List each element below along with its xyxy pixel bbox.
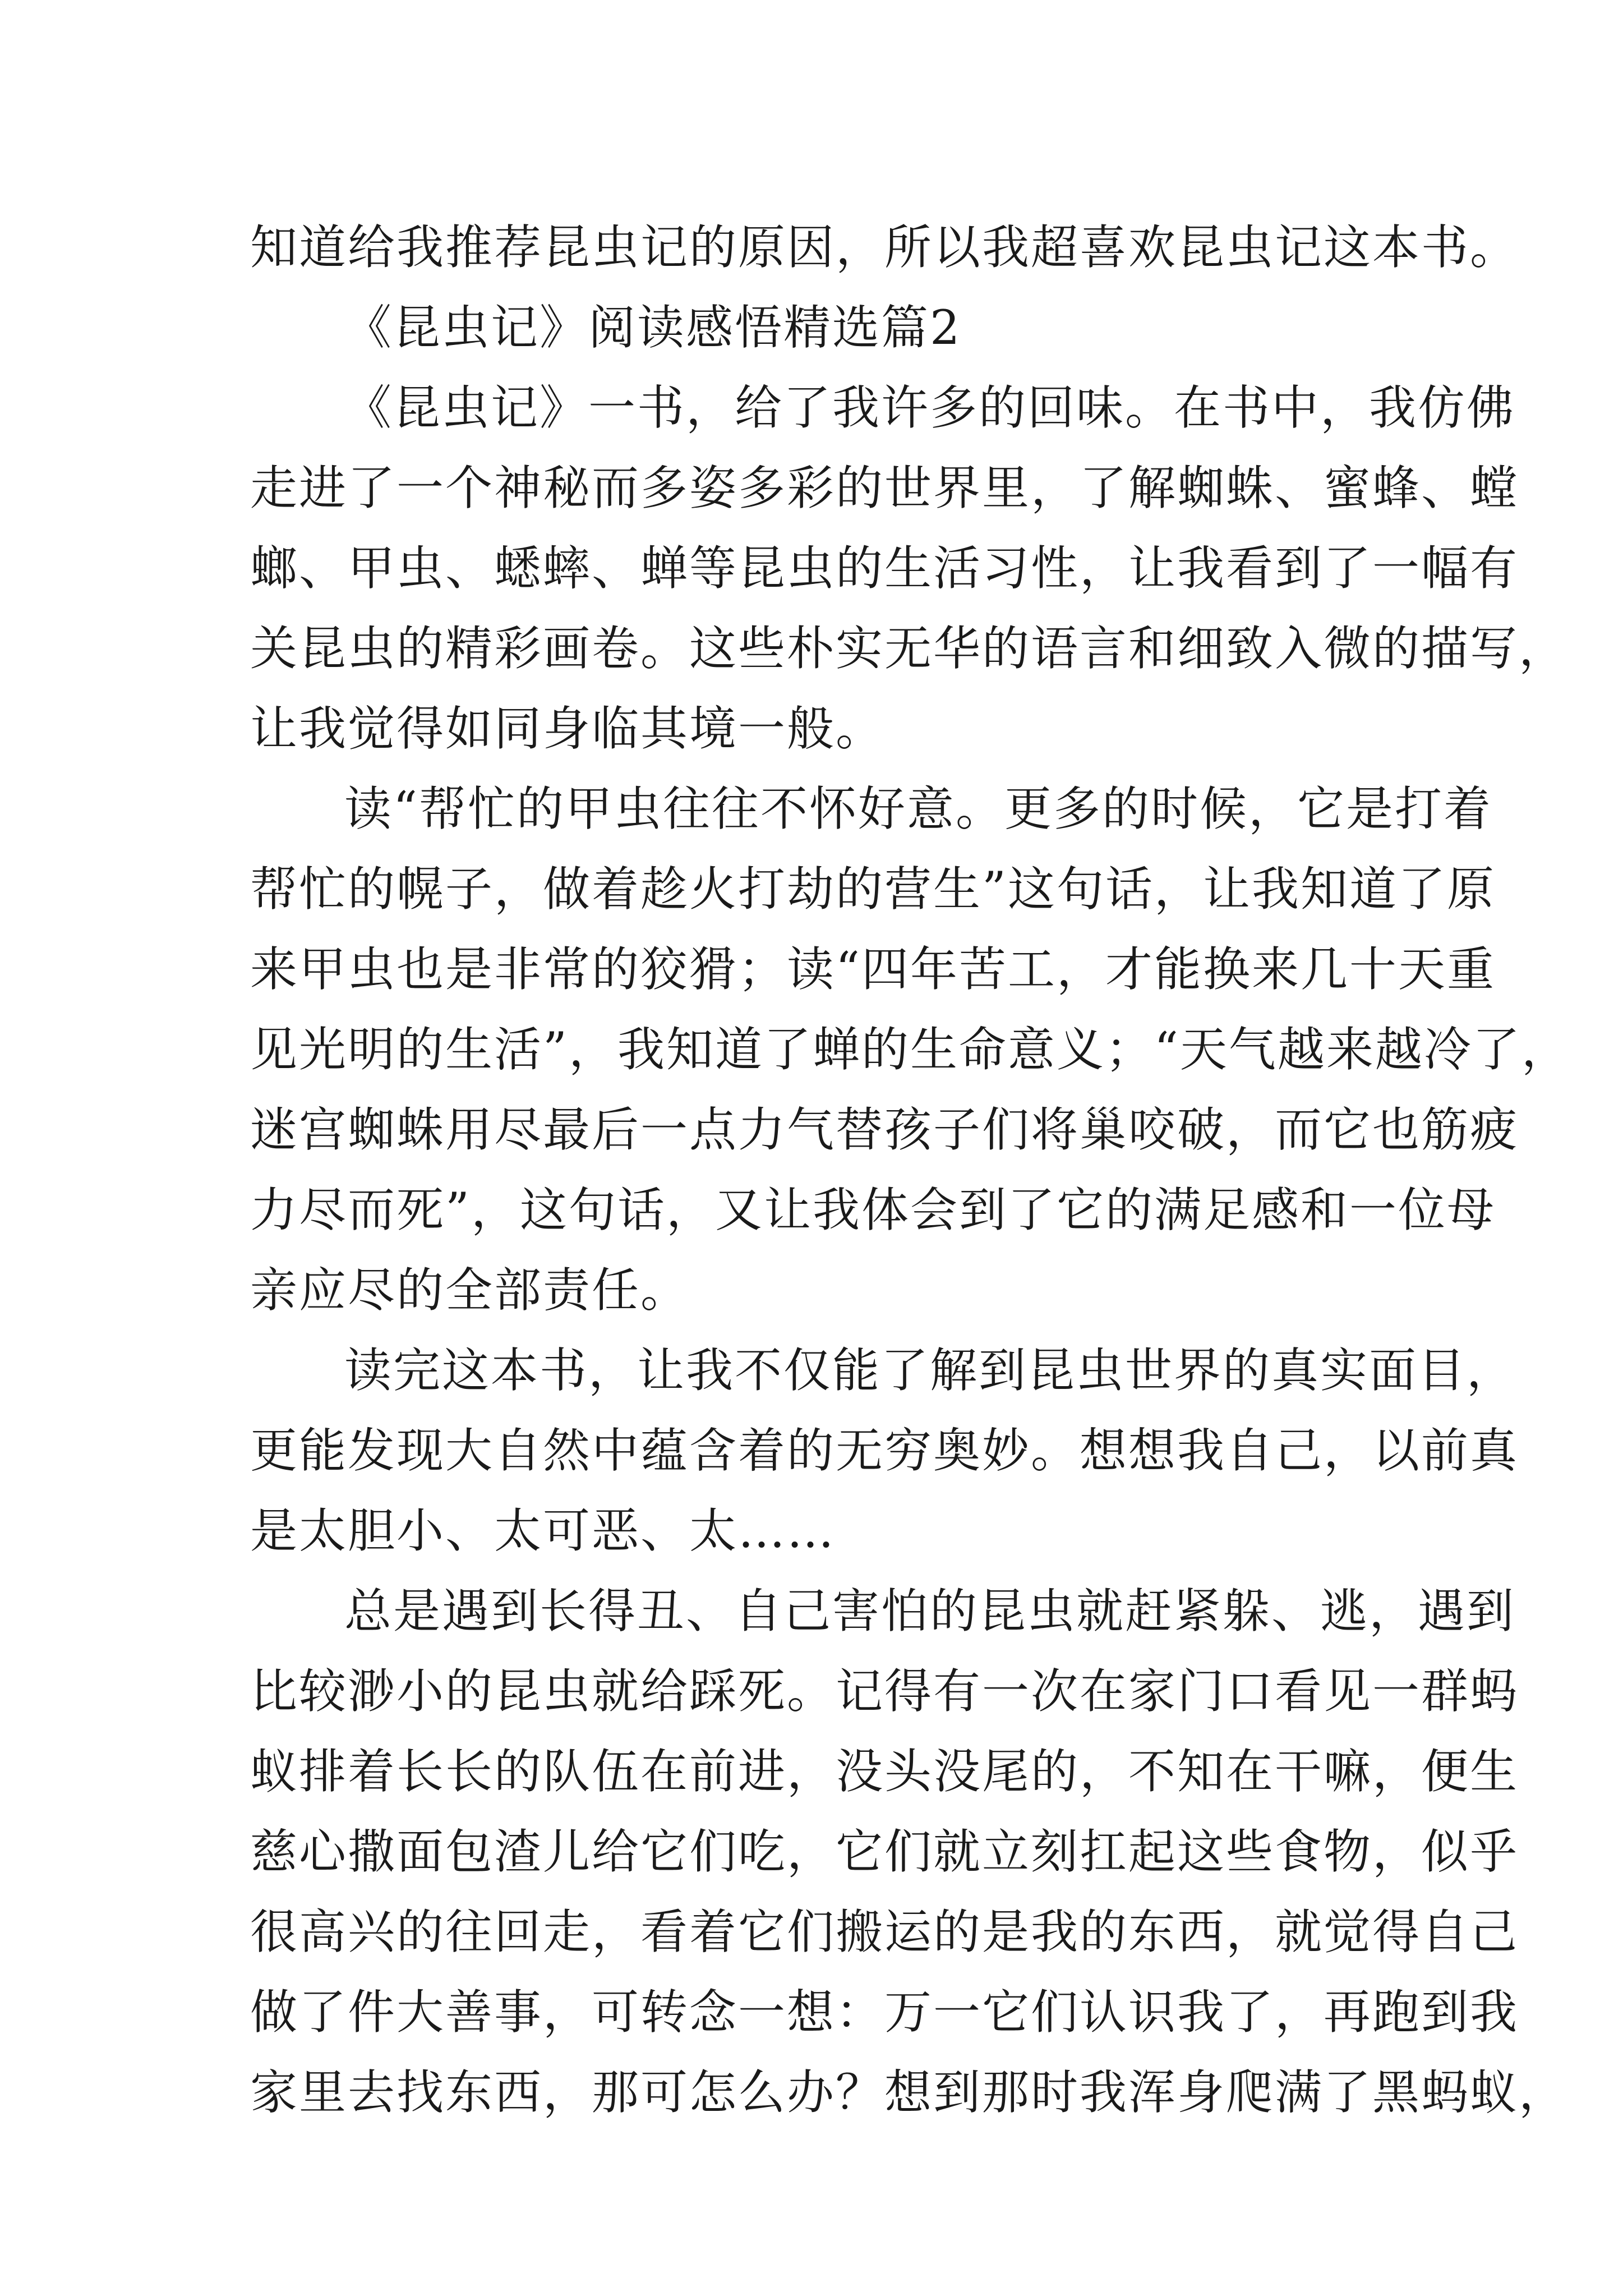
- text-line: 迷宫蜘蛛用尽最后一点力气替孩子们将巢咬破，而它也筋疲: [250, 1102, 1519, 1157]
- text-line: 走进了一个神秘而多姿多彩的世界里，了解蜘蛛、蜜蜂、螳: [250, 461, 1519, 516]
- text-line: 关昆虫的精彩画卷。这些朴实无华的语言和细致入微的描写，: [250, 621, 1568, 676]
- text-line: 比较渺小的昆虫就给踩死。记得有一次在家门口看见一群蚂: [250, 1664, 1519, 1719]
- text-line: 读完这本书，让我不仅能了解到昆虫世界的真实面目，: [344, 1343, 1516, 1398]
- text-line: 家里去找东西，那可怎么办？想到那时我浑身爬满了黑蚂蚁，: [250, 2065, 1568, 2120]
- text-line: 蚁排着长长的队伍在前进，没头没尾的，不知在干嘛，便生: [250, 1744, 1519, 1799]
- text-line: 是太胆小、太可恶、太……: [250, 1503, 836, 1558]
- text-line: 力尽而死”，这句话，又让我体会到了它的满足感和一位母: [250, 1182, 1496, 1237]
- section-heading: 《昆虫记》阅读感悟精选篇2: [344, 300, 962, 355]
- text-line: 做了件大善事，可转念一想：万一它们认识我了，再跑到我: [250, 1985, 1519, 2040]
- text-line: 让我觉得如同身临其境一般。: [250, 701, 885, 756]
- text-line: 很高兴的往回走，看着它们搬运的是我的东西，就觉得自己: [250, 1904, 1519, 1959]
- text-line: 《昆虫记》一书，给了我许多的回味。在书中，我仿佛: [344, 380, 1516, 435]
- text-line: 更能发现大自然中蕴含着的无穷奥妙。想想我自己，以前真: [250, 1423, 1519, 1478]
- text-line: 见光明的生活”，我知道了蝉的生命意义；“天气越来越冷了，: [250, 1022, 1570, 1077]
- text-line: 总是遇到长得丑、自己害怕的昆虫就赶紧躲、逃，遇到: [344, 1584, 1516, 1639]
- text-line: 帮忙的幌子，做着趁火打劫的营生”这句话，让我知道了原: [250, 862, 1496, 917]
- text-line: 亲应尽的全部责任。: [250, 1263, 690, 1318]
- text-line: 读“帮忙的甲虫往往不怀好意。更多的时候，它是打着: [344, 781, 1492, 836]
- text-line: 知道给我推荐昆虫记的原因，所以我超喜欢昆虫记这本书。: [250, 220, 1519, 275]
- text-line: 螂、甲虫、蟋蟀、蝉等昆虫的生活习性，让我看到了一幅有: [250, 541, 1519, 596]
- document-body: [250, 208, 1570, 2133]
- text-line: 慈心撒面包渣儿给它们吃，它们就立刻扛起这些食物，似乎: [250, 1824, 1519, 1879]
- text-line: 来甲虫也是非常的狡猾；读“四年苦工，才能换来几十天重: [250, 942, 1496, 997]
